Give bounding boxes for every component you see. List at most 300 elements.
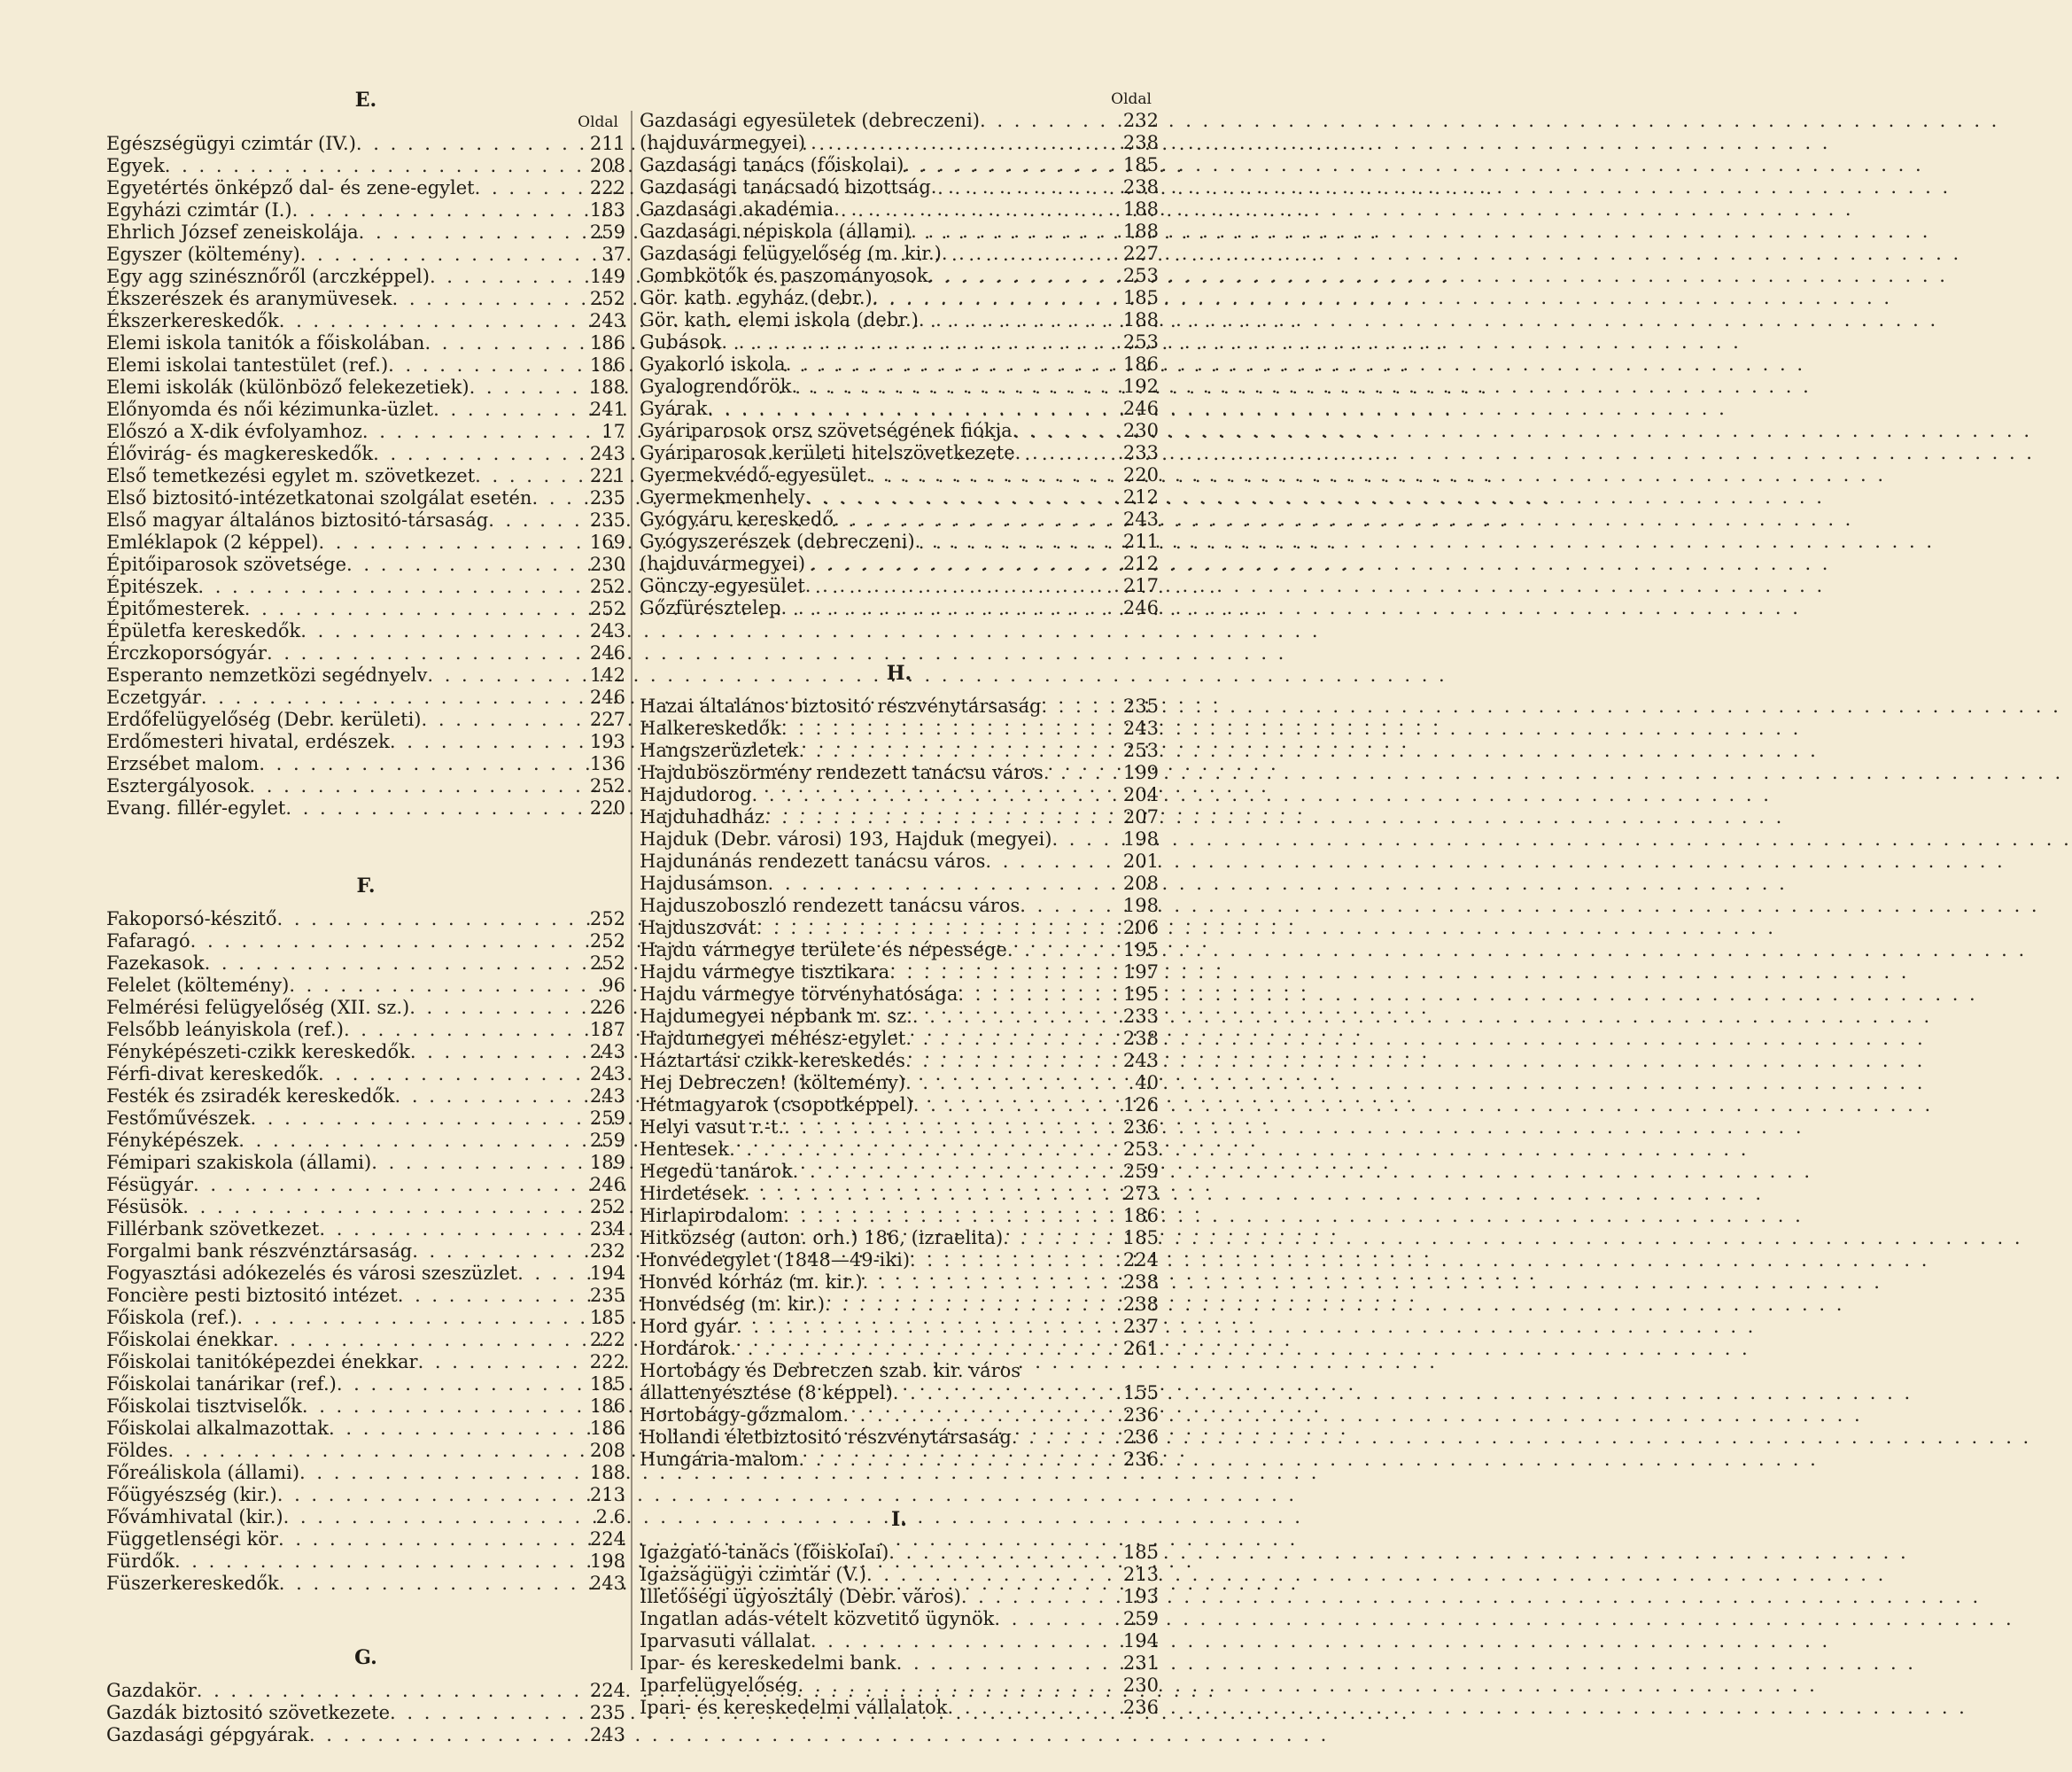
page-number: 232 xyxy=(589,1240,625,1262)
index-entry xyxy=(106,421,625,443)
entry-title: Főügyészség (kir.) xyxy=(106,1484,277,1505)
page-number: 231 xyxy=(1122,1652,1159,1674)
entry-title: Esztergályosok xyxy=(106,775,250,797)
entry-title: Elemi iskola tanitók a főiskolában xyxy=(106,332,425,354)
index-entry xyxy=(106,1351,625,1373)
leader-dots xyxy=(757,917,1118,939)
index-entry xyxy=(106,1550,625,1573)
leader-dots xyxy=(488,509,585,532)
entry-title: Főiskolai énekkar xyxy=(106,1329,273,1350)
index-entry xyxy=(106,1373,625,1395)
entry-title: Fényképészek xyxy=(106,1130,239,1151)
index-entry xyxy=(106,1041,625,1063)
entry-title: Hajdusámson xyxy=(640,873,768,894)
leader-dots xyxy=(781,597,1118,619)
entry-title: Fürdők xyxy=(106,1550,175,1572)
leader-dots xyxy=(786,354,1118,376)
page-number: 227 xyxy=(589,709,625,730)
index-entry xyxy=(640,1316,1159,1338)
leader-dots xyxy=(409,997,585,1019)
leader-dots xyxy=(764,806,1118,828)
page-number: 236 xyxy=(1122,1404,1159,1426)
page-number: 252 xyxy=(589,288,625,309)
page-number: 186 xyxy=(1122,1205,1159,1226)
page-number: 243 xyxy=(1122,1050,1159,1071)
page-number: 243 xyxy=(589,310,625,331)
entry-title: Hirlapirodalom xyxy=(640,1205,784,1226)
leader-dots xyxy=(410,1041,585,1063)
entry-title: Hajdunánás rendezett tanácsu város xyxy=(640,851,986,872)
leader-dots xyxy=(285,797,585,820)
entry-title: (hajduvármegyei) xyxy=(640,553,806,574)
leader-dots xyxy=(276,908,585,930)
page-number: 246 xyxy=(589,642,625,664)
page-number: 187 xyxy=(589,1019,625,1040)
page-number: 185 xyxy=(1122,1227,1159,1248)
page-number: 238 xyxy=(1122,1294,1159,1315)
index-entry xyxy=(106,664,625,687)
leader-dots xyxy=(201,687,585,709)
page-number: 243 xyxy=(1122,509,1159,530)
entry-title: Gazdakör xyxy=(106,1680,197,1701)
index-entry xyxy=(640,1630,1159,1652)
leader-dots xyxy=(834,509,1118,531)
entry-title: Fényképészeti-czikk kereskedők xyxy=(106,1041,410,1062)
index-entry xyxy=(106,997,625,1019)
leader-dots xyxy=(915,531,1118,553)
page-number: 224 xyxy=(1122,1249,1159,1271)
entry-title: Gazdasági felügyelőség (m. kir.) xyxy=(640,243,942,264)
entry-title: Gör. kath. elemi iskola (debr.) xyxy=(640,309,919,330)
page-number: 185 xyxy=(589,1373,625,1395)
entry-title: Hordárok xyxy=(640,1338,731,1359)
leader-dots xyxy=(805,486,1118,509)
index-section xyxy=(106,820,625,1595)
leader-dots xyxy=(299,1462,585,1484)
page-number: 243 xyxy=(589,443,625,464)
leader-dots xyxy=(175,1550,585,1573)
entry-title: Hitközség (auton. orh.) 186, (izraelita) xyxy=(640,1227,1004,1248)
index-entry xyxy=(106,1063,625,1085)
index-entry xyxy=(106,155,625,177)
leader-dots xyxy=(980,110,1118,132)
leader-dots xyxy=(783,1205,1118,1227)
leader-dots xyxy=(752,784,1118,806)
entry-title: Élővirág- és magkereskedők xyxy=(106,443,374,464)
leader-dots xyxy=(250,1108,585,1130)
index-entry xyxy=(106,1440,625,1462)
page-number: 213 xyxy=(1122,1564,1159,1585)
leader-dots xyxy=(784,1116,1118,1139)
page-number: 195 xyxy=(1122,939,1159,960)
page-column-label: Oldal xyxy=(578,113,618,131)
page-number: 208 xyxy=(589,1440,625,1461)
index-entry xyxy=(640,1652,1159,1675)
page-number: 246 xyxy=(1122,398,1159,419)
entry-title: (hajduvármegyei) xyxy=(640,132,806,153)
leader-dots xyxy=(931,176,1118,198)
index-entry xyxy=(640,1271,1159,1294)
page-number: 252 xyxy=(589,1196,625,1217)
entry-title: Hajdu vármegye törvényhatósága xyxy=(640,983,958,1005)
leader-dots xyxy=(1041,696,1118,718)
leader-dots xyxy=(259,753,585,775)
entry-title: Igazságügyi czimtár (V.) xyxy=(640,1564,866,1585)
page-number: 230 xyxy=(1122,1675,1159,1696)
index-entry xyxy=(640,132,1159,154)
leader-dots xyxy=(905,1050,1118,1072)
leader-dots xyxy=(707,398,1118,420)
page-number: 149 xyxy=(589,266,625,287)
page-number: 235 xyxy=(589,1285,625,1306)
entry-title: Hajdumegyei méhész-egylet xyxy=(640,1028,906,1049)
index-entry xyxy=(640,1116,1159,1139)
leader-dots xyxy=(811,1630,1118,1652)
index-entry xyxy=(106,509,625,532)
index-entry xyxy=(106,310,625,332)
index-entry xyxy=(640,354,1159,376)
index-entry xyxy=(106,687,625,709)
leader-dots xyxy=(283,1506,585,1528)
page-number: 232 xyxy=(1122,110,1159,131)
entry-title: Elemi iskolai tantestület (ref.) xyxy=(106,354,389,376)
entry-title: Fazekasok xyxy=(106,952,205,974)
page-number: 227 xyxy=(1122,243,1159,264)
leader-dots xyxy=(319,1218,585,1240)
index-entry xyxy=(640,1072,1159,1094)
index-entry xyxy=(106,1130,625,1152)
entry-title: Ehrlich József zeneiskolája xyxy=(106,222,359,243)
page-number: 230 xyxy=(589,554,625,575)
index-entry xyxy=(640,1294,1159,1316)
entry-title: Érczkoporsógyár xyxy=(106,642,267,664)
page-number: 235 xyxy=(589,487,625,509)
page-number: 235 xyxy=(1122,696,1159,717)
entry-title: Forgalmi bank részvénztársaság xyxy=(106,1240,413,1262)
entry-title: Fakoporsó-készitő xyxy=(106,908,277,929)
page-number: 188 xyxy=(589,377,625,398)
index-entry xyxy=(640,1205,1159,1227)
page-number: 186 xyxy=(1122,354,1159,375)
entry-title: Ingatlan adás-vételt közvetitő ügynök xyxy=(640,1608,995,1629)
index-entry xyxy=(640,873,1159,895)
leader-dots xyxy=(390,1702,585,1724)
index-entry xyxy=(640,1360,1159,1382)
entry-title: Egyházi czimtár (I.) xyxy=(106,199,292,221)
leader-dots xyxy=(532,487,585,509)
leader-dots xyxy=(292,199,585,222)
entry-title: Gubások xyxy=(640,331,722,353)
index-entry xyxy=(640,806,1159,828)
entry-title: Földes xyxy=(106,1440,168,1461)
section-spacer xyxy=(106,820,625,864)
entry-title: Gazdasági népiskola (állami) xyxy=(640,221,912,242)
page-number: 238 xyxy=(1122,1271,1159,1293)
index-entry xyxy=(106,1329,625,1351)
leader-dots xyxy=(371,1152,585,1174)
index-entry xyxy=(106,133,625,155)
page-number: 253 xyxy=(1122,740,1159,761)
leader-dots xyxy=(730,1338,1118,1360)
index-entry xyxy=(106,1484,625,1506)
index-entry xyxy=(106,775,625,797)
page-number: 224 xyxy=(589,1680,625,1701)
page-number: 259 xyxy=(589,222,625,243)
page-number: 198 xyxy=(589,1550,625,1572)
page-number: 252 xyxy=(589,930,625,952)
page-number: 155 xyxy=(1122,1382,1159,1403)
entry-title: Fémipari szakiskola (állami) xyxy=(106,1152,372,1173)
entry-title: Illetőségi ügyosztály (Debr. város) xyxy=(640,1586,961,1607)
page-number: 186 xyxy=(589,354,625,376)
page-number: 252 xyxy=(589,952,625,974)
leader-dots xyxy=(893,1382,1118,1404)
leader-dots xyxy=(337,1373,585,1395)
leader-dots xyxy=(744,1183,1118,1205)
entry-title: Első magyar általános biztositó-társaság xyxy=(106,509,489,531)
leader-dots xyxy=(1020,895,1118,917)
entry-title: Helyi vasut r.-t. xyxy=(640,1116,785,1138)
index-entry xyxy=(106,1702,625,1724)
index-entry xyxy=(640,828,1159,851)
leader-dots xyxy=(961,1586,1118,1608)
leader-dots xyxy=(278,1528,585,1550)
entry-title: Festék és zsiradék kereskedők xyxy=(106,1085,395,1107)
leader-dots xyxy=(346,554,585,576)
index-entry xyxy=(640,1338,1159,1360)
page-number: 243 xyxy=(589,1041,625,1062)
index-entry xyxy=(106,576,625,598)
leader-dots xyxy=(1044,762,1118,784)
leader-dots xyxy=(805,575,1118,597)
index-entry xyxy=(640,198,1159,221)
page-number: 243 xyxy=(589,1063,625,1084)
index-entry xyxy=(640,309,1159,331)
page-number: 235 xyxy=(589,1702,625,1723)
entry-title: Erdőmesteri hivatal, erdészek xyxy=(106,731,390,752)
page-number: 238 xyxy=(1122,1028,1159,1049)
leader-dots xyxy=(912,1006,1118,1028)
page-number: 186 xyxy=(589,332,625,354)
entry-title: Gyermekvédő-egyesület xyxy=(640,464,866,486)
index-entry xyxy=(640,983,1159,1006)
entry-title: Hajdu vármegye területe és népessége xyxy=(640,939,1007,960)
entry-title: Főiskolai tanitóképezdei énekkar xyxy=(106,1351,418,1372)
page-number: 185 xyxy=(1122,154,1159,175)
page-number: 208 xyxy=(589,155,625,176)
leader-dots xyxy=(896,1652,1118,1675)
page-number: 195 xyxy=(1122,983,1159,1005)
index-entry xyxy=(106,642,625,664)
leader-dots xyxy=(344,1019,585,1041)
leader-dots xyxy=(418,1351,585,1373)
section-heading: F. xyxy=(356,874,376,898)
index-entry xyxy=(640,486,1159,509)
page-number: 241 xyxy=(589,399,625,420)
leader-dots xyxy=(866,1564,1118,1586)
entry-title: Egyszer (költemény) xyxy=(106,244,300,265)
index-entry xyxy=(640,1426,1159,1449)
entry-title: Előnyomda és női kézimunka-üzlet xyxy=(106,399,434,420)
entry-title: Ékszerészek és aranymüvesek xyxy=(106,288,392,309)
page-number: 17 xyxy=(601,421,625,442)
entry-title: Felelet (költemény) xyxy=(106,975,290,996)
leader-dots xyxy=(430,266,585,288)
index-entry xyxy=(106,1395,625,1418)
page-number: 252 xyxy=(589,576,625,597)
index-entry xyxy=(640,110,1159,132)
index-entry xyxy=(640,597,1159,619)
page-number: 188 xyxy=(589,1462,625,1483)
page-number: 243 xyxy=(589,620,625,641)
entry-title: Fafaragó xyxy=(106,930,190,952)
leader-dots xyxy=(390,731,585,753)
index-entry xyxy=(106,1285,625,1307)
index-entry xyxy=(106,332,625,354)
index-entry xyxy=(106,532,625,554)
entry-title: Egyetértés önképző dal- és zene-egylet xyxy=(106,177,475,198)
entry-title: Erzsébet malom xyxy=(106,753,260,774)
page-number: 193 xyxy=(589,731,625,752)
entry-title: Épitőiparosok szövetsége xyxy=(106,554,347,575)
right-column xyxy=(640,89,1159,1719)
leader-dots xyxy=(797,1675,1118,1697)
index-entry xyxy=(106,1196,625,1218)
page-number: 226 xyxy=(589,997,625,1018)
leader-dots xyxy=(373,443,585,465)
leader-dots xyxy=(1013,420,1118,442)
index-entry xyxy=(640,1161,1159,1183)
leader-dots xyxy=(197,1680,585,1702)
page-number: 238 xyxy=(1122,132,1159,153)
page-number: 236 xyxy=(1122,1697,1159,1718)
page-number: 194 xyxy=(589,1263,625,1284)
index-entry xyxy=(640,221,1159,243)
index-entry xyxy=(640,265,1159,287)
leader-dots xyxy=(994,1608,1118,1630)
page-number: 259 xyxy=(589,1130,625,1151)
entry-title: Hajdumegyei népbank m. sz. xyxy=(640,1006,912,1027)
index-entry xyxy=(106,199,625,222)
index-entry xyxy=(640,1675,1159,1697)
leader-dots xyxy=(825,1294,1118,1316)
leader-dots xyxy=(811,553,1118,575)
leader-dots xyxy=(1003,1227,1118,1249)
index-entry xyxy=(640,243,1159,265)
page-number: 230 xyxy=(1122,420,1159,441)
entry-title: Gyárak xyxy=(640,398,708,419)
leader-dots xyxy=(279,1573,585,1595)
entry-title: Hej Debreczen! (költemény) xyxy=(640,1072,906,1093)
leader-dots xyxy=(985,851,1118,873)
index-entry xyxy=(106,1108,625,1130)
entry-title: Erdőfelügyelőség (Debr. kerületi) xyxy=(106,709,422,730)
leader-dots xyxy=(863,1271,1118,1294)
index-entry xyxy=(640,287,1159,309)
leader-dots xyxy=(300,620,585,642)
index-entry xyxy=(106,399,625,421)
leader-dots xyxy=(289,975,585,997)
leader-dots xyxy=(928,265,1118,287)
page-number: 189 xyxy=(589,1152,625,1173)
page-number: 213 xyxy=(589,1484,625,1505)
leader-dots xyxy=(309,1724,585,1746)
page-number: 236 xyxy=(1122,1116,1159,1138)
index-entry xyxy=(106,952,625,975)
section-spacer xyxy=(640,619,1159,651)
entry-title: Függetlenségi kör xyxy=(106,1528,278,1550)
page-number: 198 xyxy=(1122,828,1159,850)
index-entry xyxy=(640,575,1159,597)
entry-title: Hegedü tanárok xyxy=(640,1161,793,1182)
entry-title: Hord gyár xyxy=(640,1316,736,1337)
page-number: 236 xyxy=(1122,1426,1159,1448)
index-entry xyxy=(106,1724,625,1746)
index-entry xyxy=(640,1382,1159,1404)
index-entry xyxy=(640,1564,1159,1586)
page-number: 222 xyxy=(589,1351,625,1372)
entry-title: Hentesek xyxy=(640,1139,730,1160)
page-number: 40 xyxy=(1135,1072,1159,1093)
index-entry xyxy=(106,222,625,244)
leader-dots xyxy=(205,952,585,975)
index-entry xyxy=(106,797,625,820)
entry-title: Férfi-divat kereskedők xyxy=(106,1063,319,1084)
index-entry xyxy=(640,1227,1159,1249)
page-number: 201 xyxy=(1122,851,1159,872)
leader-dots xyxy=(798,740,1118,762)
leader-dots xyxy=(958,983,1118,1006)
entry-title: Főiskola (ref.) xyxy=(106,1307,237,1328)
leader-dots xyxy=(791,376,1118,398)
leader-dots xyxy=(398,1285,585,1307)
entry-title: Egészségügyi czimtár (IV.) xyxy=(106,133,356,154)
leader-dots xyxy=(517,1263,585,1285)
entry-title: Hungária-malom xyxy=(640,1449,799,1470)
leader-dots xyxy=(947,1697,1118,1719)
index-entry xyxy=(106,1418,625,1440)
leader-dots xyxy=(475,177,585,199)
page-number: 211 xyxy=(589,133,625,154)
index-entry xyxy=(640,176,1159,198)
leader-dots xyxy=(736,1316,1118,1338)
index-entry xyxy=(106,709,625,731)
entry-title: Gyakorló iskola xyxy=(640,354,786,375)
leader-dots xyxy=(392,288,585,310)
leader-dots xyxy=(329,1418,585,1440)
index-entry xyxy=(106,1307,625,1329)
index-entry xyxy=(640,154,1159,176)
leader-dots xyxy=(238,1130,585,1152)
entry-title: Gazdasági tanács (főiskolai) xyxy=(640,154,904,175)
index-entry xyxy=(640,1608,1159,1630)
page-number: 253 xyxy=(1122,265,1159,286)
index-entry xyxy=(106,1218,625,1240)
section-heading: H. xyxy=(886,662,912,685)
index-entry xyxy=(106,598,625,620)
index-entry xyxy=(106,1680,625,1702)
leader-dots xyxy=(834,198,1118,221)
page-number: 237 xyxy=(1122,1316,1159,1337)
entry-title: Hajdu vármegye tisztikara xyxy=(640,961,890,983)
entry-title: Gyáriparosok kerületi hitelszövetkezete xyxy=(640,442,1015,463)
entry-title: Épitészek xyxy=(106,576,198,597)
leader-dots xyxy=(873,287,1118,309)
leader-dots xyxy=(866,464,1118,486)
entry-title: Egy agg szinésznőről (arczképpel) xyxy=(106,266,430,287)
entry-title: Ékszerkereskedők xyxy=(106,310,279,331)
entry-title: Emléklapok (2 képpel) xyxy=(106,532,319,553)
